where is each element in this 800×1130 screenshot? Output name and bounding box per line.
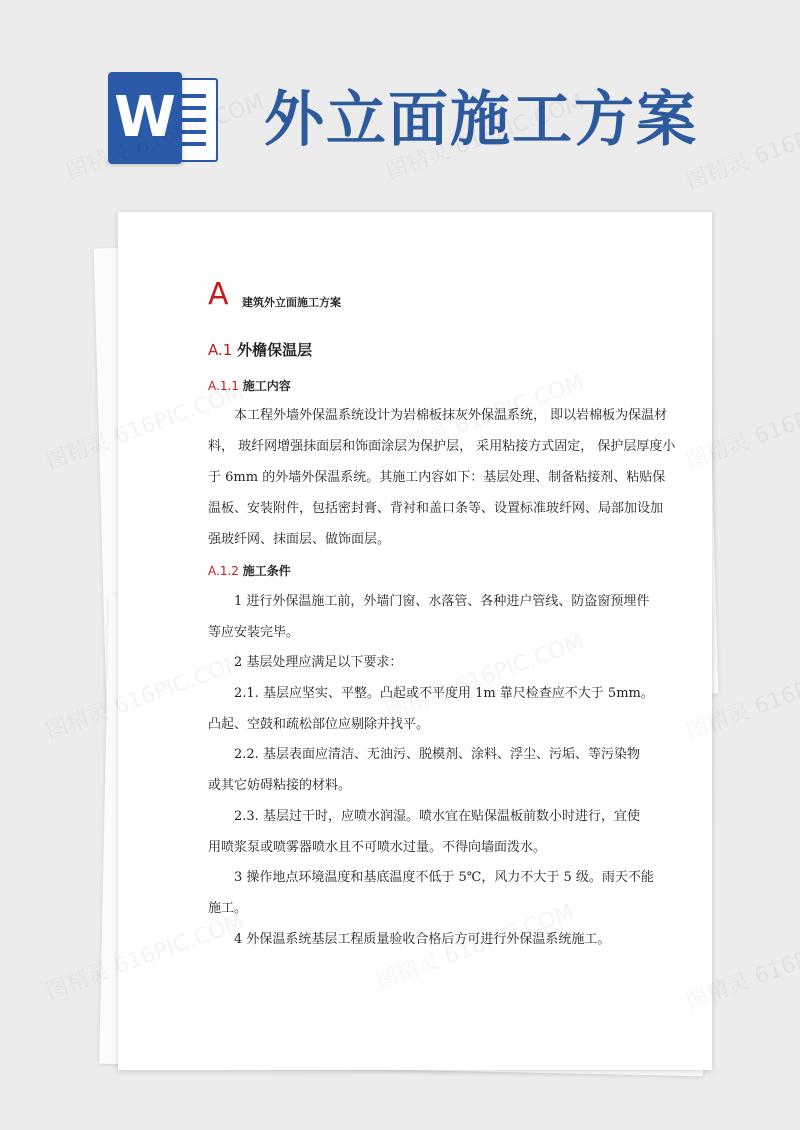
paragraph-line: 料， 玻纤网增强抹面层和饰面涂层为保护层， 采用粘接方式固定， 保护层厚度小 <box>208 439 676 454</box>
paragraph-line: 本工程外墙外保温系统设计为岩棉板抹灰外保温系统， 即以岩棉板为保温材 <box>234 408 668 423</box>
paragraph-line: 于 6mm 的外墙外保温系统。其施工内容如下：基层处理、制备粘接剂、粘贴保 <box>208 470 666 485</box>
paragraph-line: 或其它妨碍粘接的材料。 <box>208 778 352 793</box>
paragraph-line: 等应安装完毕。 <box>208 625 300 640</box>
chapter-letter: A <box>208 277 229 312</box>
subsection-number: A.1.1 <box>208 379 239 393</box>
subsection-heading <box>208 562 291 579</box>
paragraph-line: 温板、安装附件，包括密封膏、背衬和盖口条等、设置标准玻纤网、局部加设加 <box>208 501 664 516</box>
paragraph-line: 强玻纤网、抹面层、做饰面层。 <box>208 532 391 547</box>
subsection-title: 施工内容 <box>242 379 291 393</box>
paragraph-line: 1 进行外保温施工前，外墙门窗、水落管、各种进户管线、防盗窗预埋件 <box>234 594 650 609</box>
paragraph-line: 2.1. 基层应坚实、平整。凸起或不平度用 1m 靠尺检查应不大于 5mm。 <box>234 686 654 701</box>
paragraph-line: 施工。 <box>208 901 248 916</box>
chapter-title: 建筑外立面施工方案 <box>242 296 341 309</box>
paragraph-line: 2.3. 基层过干时，应喷水润湿。喷水宜在贴保温板前数小时进行，宜使 <box>234 809 640 824</box>
word-document-icon <box>108 72 218 164</box>
paragraph-line: 2.2. 基层表面应清洁、无油污、脱模剂、涂料、浮尘、污垢、等污染物 <box>234 747 640 762</box>
subsection-title: 施工条件 <box>242 564 291 578</box>
paragraph-line: 4 外保温系统基层工程质量验收合格后方可进行外保温系统施工。 <box>234 932 611 947</box>
section-heading <box>208 339 312 360</box>
section-title: 外檐保温层 <box>237 341 313 359</box>
word-letter: W <box>114 85 176 150</box>
paragraph-line: 2 基层处理应满足以下要求： <box>234 655 403 670</box>
subsection-heading <box>208 377 291 394</box>
paragraph-line: 用喷浆泵或喷雾器喷水且不可喷水过量。不得向墙面泼水。 <box>208 840 547 855</box>
subsection-number: A.1.2 <box>208 564 239 578</box>
paragraph-line: 凸起、空鼓和疏松部位应剔除并找平。 <box>208 717 430 732</box>
header-banner <box>0 0 800 200</box>
section-number: A.1 <box>208 341 233 359</box>
document-page <box>118 212 712 1070</box>
banner-title: 外立面施工方案 <box>264 85 698 155</box>
paragraph-line: 3 操作地点环境温度和基底温度不低于 5℃，风力不大于 5 级。雨天不能 <box>234 870 654 885</box>
